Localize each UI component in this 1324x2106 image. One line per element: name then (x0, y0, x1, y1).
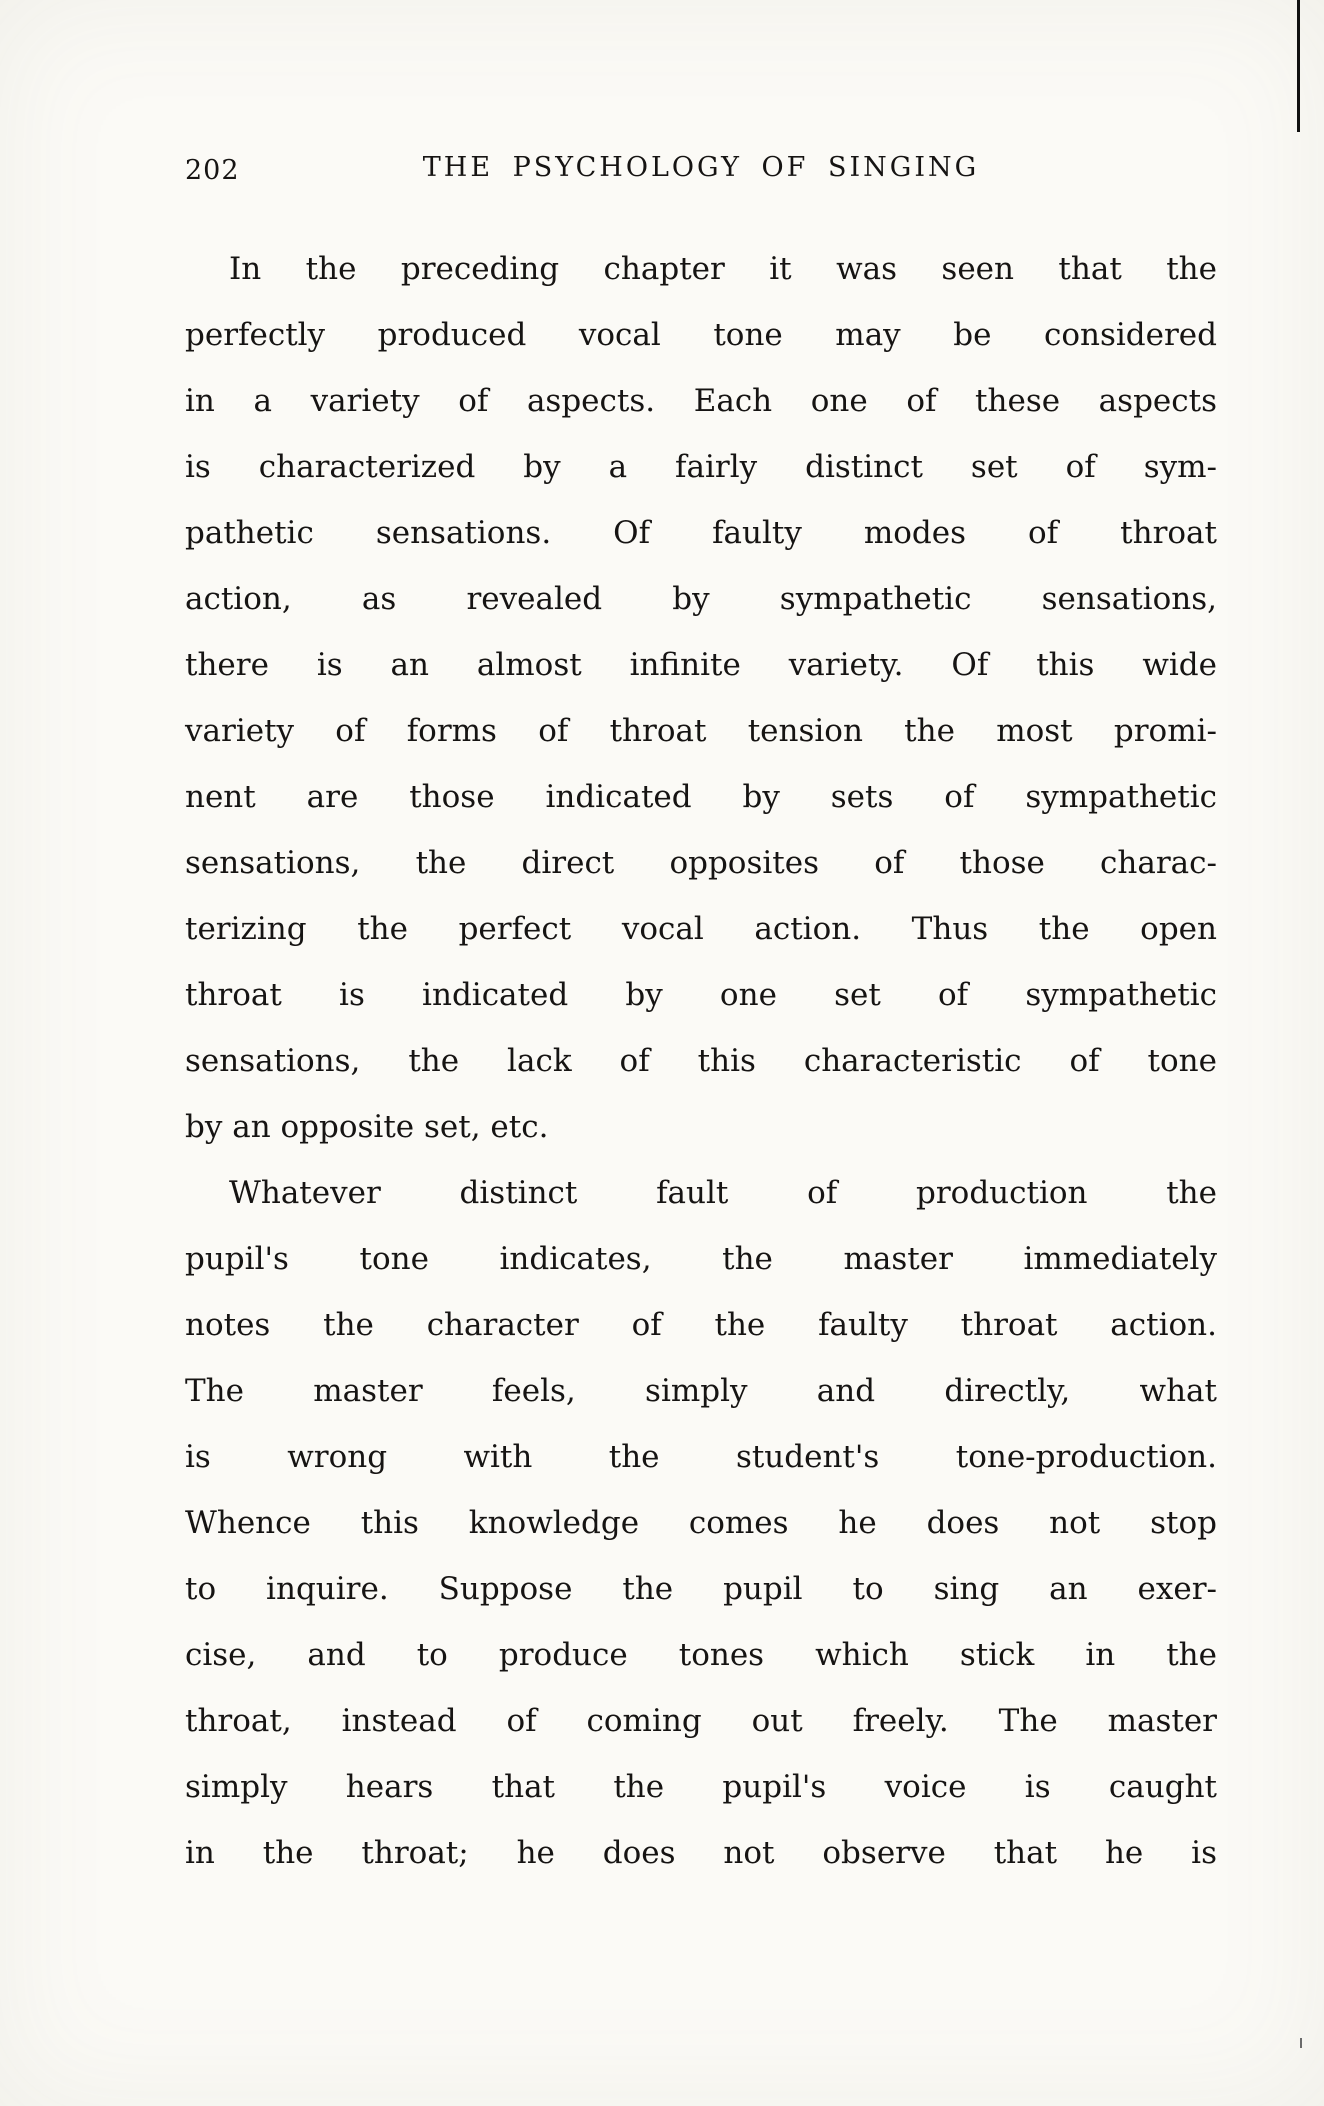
text-line: pupil's tone indicates, the master immediately (185, 1241, 1217, 1277)
text-line: is characterized by a fairly distinct set of sym- (185, 449, 1217, 485)
paragraph-2 (185, 1160, 1217, 1886)
running-head-title: THE PSYCHOLOGY OF SINGING (422, 152, 980, 183)
scan-artifact-line (1297, 0, 1300, 132)
page-number: 202 (185, 155, 240, 186)
text-line: Whatever distinct fault of production the (229, 1175, 1217, 1211)
text-line: sensations, the direct opposites of those charac- (185, 845, 1217, 881)
text-line: nent are those indicated by sets of sympathetic (185, 779, 1217, 815)
page-header (185, 152, 1217, 196)
text-line: action, as revealed by sympathetic sensations, (185, 581, 1217, 617)
text-line: in a variety of aspects. Each one of these aspects (185, 383, 1217, 419)
text-line: Whence this knowledge comes he does not stop (185, 1505, 1217, 1541)
text-line: variety of forms of throat tension the most promi- (185, 713, 1217, 749)
text-line: sensations, the lack of this characteristic of tone (185, 1043, 1217, 1079)
text-line: perfectly produced vocal tone may be considered (185, 317, 1217, 353)
body-text (185, 236, 1217, 1886)
text-line: there is an almost infinite variety. Of this wide (185, 647, 1217, 683)
text-line: in the throat; he does not observe that he is (185, 1835, 1217, 1871)
text-line: throat, instead of coming out freely. The master (185, 1703, 1217, 1739)
text-line: to inquire. Suppose the pupil to sing an exer- (185, 1571, 1217, 1607)
text-line: pathetic sensations. Of faulty modes of throat (185, 515, 1217, 551)
paragraph-1 (185, 236, 1217, 1160)
text-line: by an opposite set, etc. (185, 1109, 549, 1145)
text-line: In the preceding chapter it was seen that the (229, 251, 1217, 287)
text-line: cise, and to produce tones which stick in the (185, 1637, 1217, 1673)
text-line: simply hears that the pupil's voice is caught (185, 1769, 1217, 1805)
text-line: throat is indicated by one set of sympathetic (185, 977, 1217, 1013)
text-line: is wrong with the student's tone-production. (185, 1439, 1217, 1475)
text-line: The master feels, simply and directly, what (185, 1373, 1217, 1409)
text-line: notes the character of the faulty throat action. (185, 1307, 1217, 1343)
text-line: terizing the perfect vocal action. Thus the open (185, 911, 1217, 947)
scan-artifact-mark (1300, 2038, 1302, 2048)
